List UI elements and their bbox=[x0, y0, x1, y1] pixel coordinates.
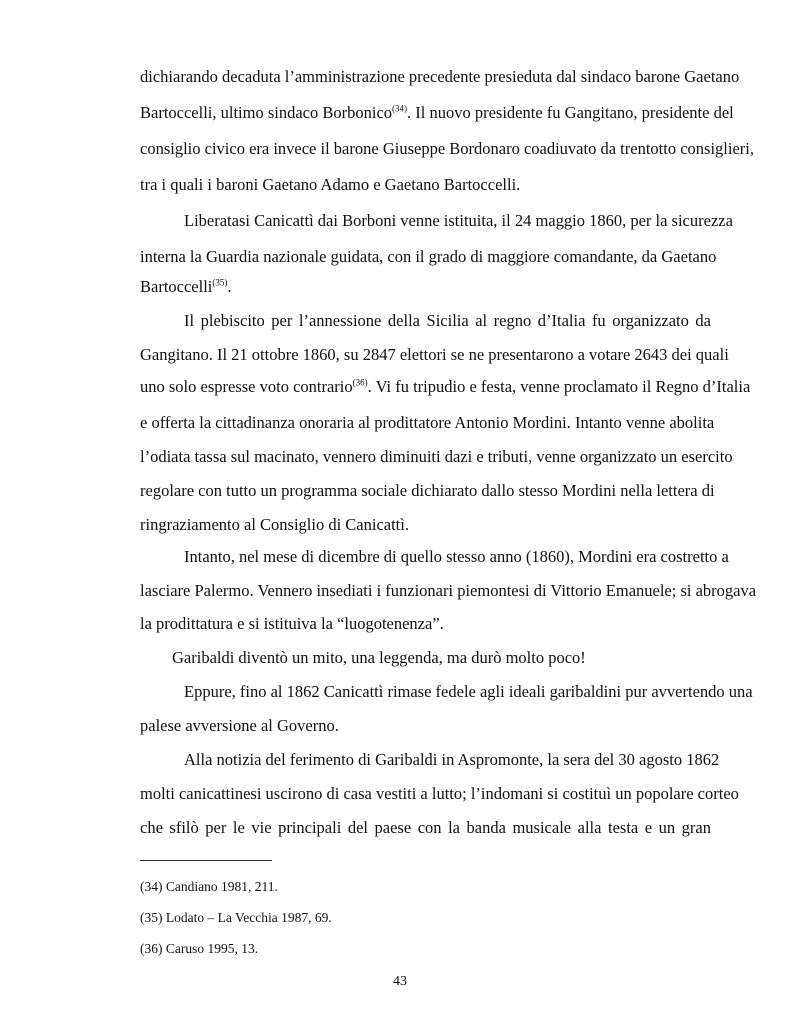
body-line: interna la Guardia nazionale guidata, con il grado di maggiore comandante, da Gaetano bbox=[140, 247, 717, 266]
footnote-separator bbox=[140, 860, 272, 861]
page-number: 43 bbox=[393, 974, 407, 989]
body-line: Il plebiscito per l’annessione della Sicilia al regno d’Italia fu organizzato da bbox=[184, 311, 711, 330]
body-line: Gangitano. Il 21 ottobre 1860, su 2847 elettori se ne presentarono a votare 2643 dei quali bbox=[140, 345, 729, 364]
body-line: Bartoccelli$^{(35)}$. bbox=[140, 277, 232, 296]
body-line: Garibaldi diventò un mito, una leggenda, ma durò molto poco! bbox=[172, 648, 586, 667]
footnote-35: (35) Lodato – La Vecchia 1987, 69. bbox=[140, 910, 332, 925]
body-line: Eppure, fino al 1862 Canicattì rimase fedele agli ideali garibaldini pur avvertendo una bbox=[184, 682, 753, 701]
body-line: consiglio civico era invece il barone Giuseppe Bordonaro coadiuvato da trentotto consiglieri, bbox=[140, 139, 754, 158]
body-line: Liberatasi Canicattì dai Borboni venne istituita, il 24 maggio 1860, per la sicurezza bbox=[184, 211, 733, 230]
body-line: la prodittatura e si istituiva la “luogotenenza”. bbox=[140, 614, 444, 633]
body-line: lasciare Palermo. Vennero insediati i funzionari piemontesi di Vittorio Emanuele; si abrogava bbox=[140, 581, 757, 600]
footnote-ref-35[interactable]: (35) bbox=[212, 277, 228, 288]
body-line: tra i quali i baroni Gaetano Adamo e Gaetano Bartoccelli. bbox=[140, 175, 521, 194]
footnote-34: (34) Candiano 1981, 211. bbox=[140, 879, 278, 894]
body-line: Intanto, nel mese di dicembre di quello stesso anno (1860), Mordini era costretto a bbox=[184, 547, 729, 566]
body-line: Bartoccelli, ultimo sindaco Borbonico$^{(34)}$. Il nuovo presidente fu Gangitano, presidente del bbox=[140, 103, 734, 122]
body-line: Alla notizia del ferimento di Garibaldi in Aspromonte, la sera del 30 agosto 1862 bbox=[184, 750, 720, 769]
body-line: e offerta la cittadinanza onoraria al prodittatore Antonio Mordini. Intanto venne abolita bbox=[140, 413, 715, 432]
body-line: uno solo espresse voto contrario$^{(36)}$. Vi fu tripudio e festa, venne proclamato il Regno d’Italia bbox=[140, 377, 751, 396]
body-line: regolare con tutto un programma sociale dichiarato dallo stesso Mordini nella lettera di bbox=[140, 481, 715, 500]
body-line: l’odiata tassa sul macinato, vennero diminuiti dazi e tributi, venne organizzato un esercito bbox=[140, 447, 733, 466]
footnote-ref-36[interactable]: (36) bbox=[352, 377, 368, 388]
body-line: ringraziamento al Consiglio di Canicattì. bbox=[140, 515, 409, 534]
footnote-36: (36) Caruso 1995, 13. bbox=[140, 941, 259, 956]
footnote-ref-34[interactable]: (34) bbox=[392, 103, 408, 114]
body-line: che sfilò per le vie principali del paese con la banda musicale alla testa e un gran bbox=[140, 818, 711, 837]
body-line: molti canicattinesi uscirono di casa vestiti a lutto; l’indomani si costituì un popolare corteo bbox=[140, 784, 739, 803]
body-line: dichiarando decaduta l’amministrazione precedente presieduta dal sindaco barone Gaetano bbox=[140, 67, 740, 86]
body-line: palese avversione al Governo. bbox=[140, 716, 339, 735]
